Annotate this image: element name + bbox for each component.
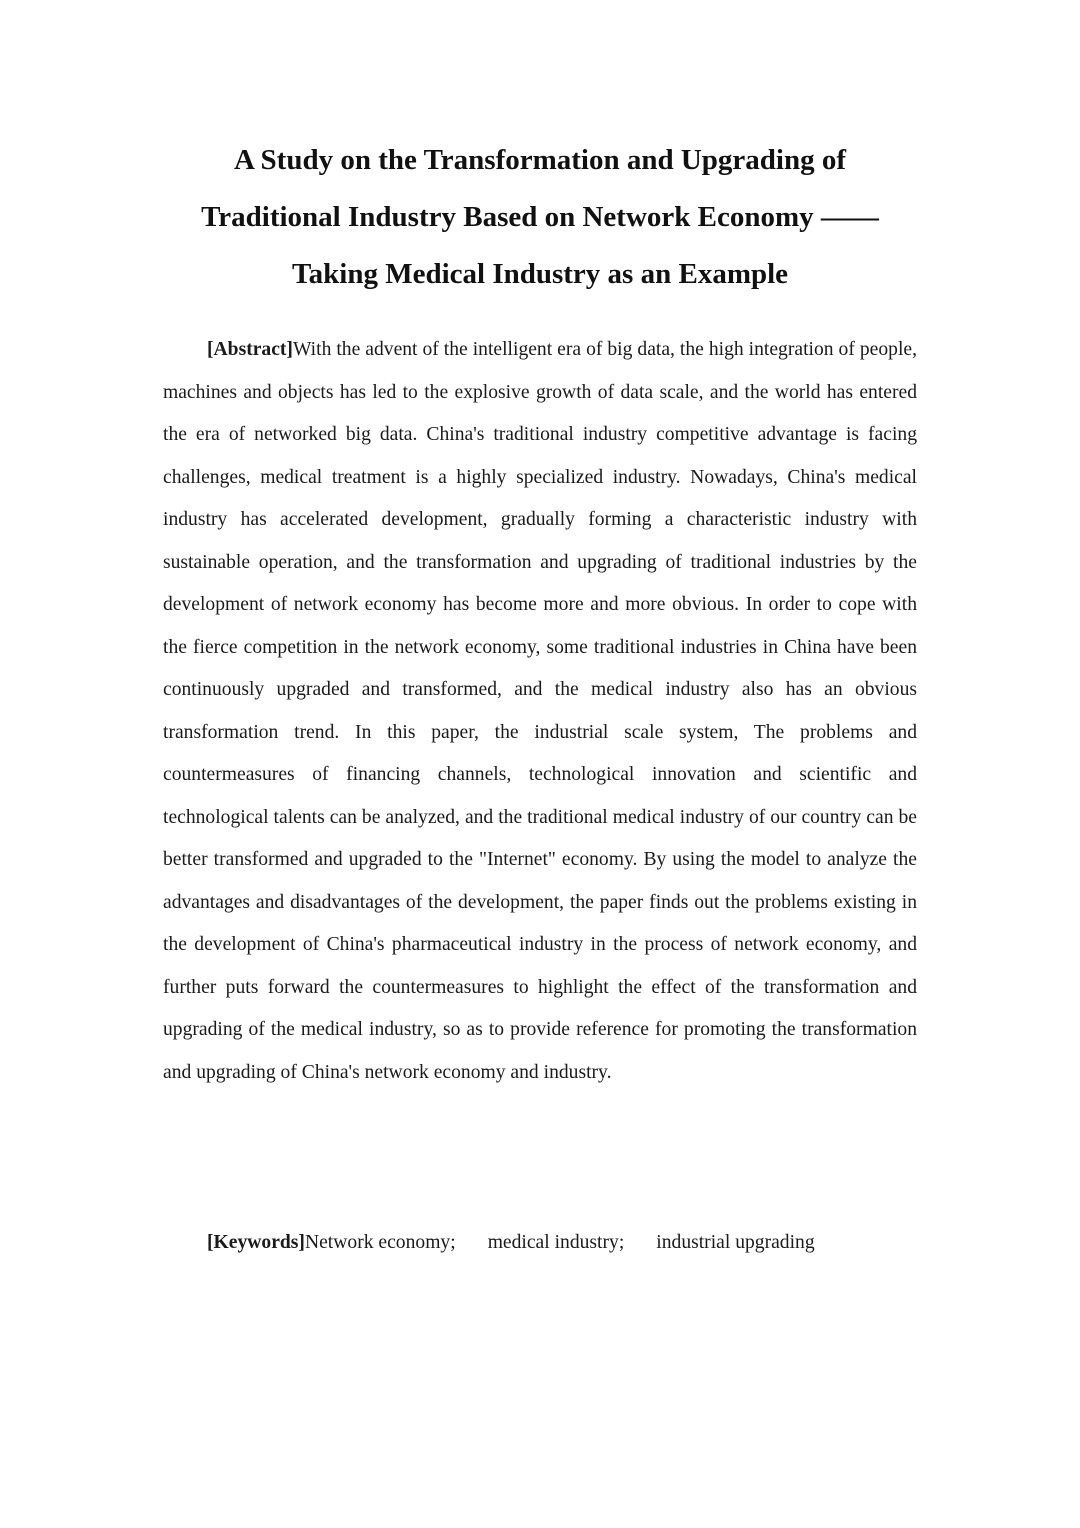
abstract-paragraph [163, 329, 917, 1094]
abstract-text: With the advent of the intelligent era of big data, the high integration of people, machines and objects has led to the explosive growth of data scale, and the world has entered the era of networked big data. China's traditional industry competitive advantage is facing challenges, medical treatment is a highly specialized industry. Nowadays, China's medical industry has accelerated development, gradually forming a characteristic industry with sustainable operation, and the transformation and upgrading of traditional industries by the development of network economy has become more and more obvious. In order to cope with the fierce competition in the network economy, some traditional industries in China have been continuously upgraded and transformed, and the medical industry also has an obvious transformation trend. In this paper, the industrial scale system, The problems and countermeasures of financing channels, technological innovation and scientific and technological talents can be analyzed, and the traditional medical industry of our country can be better transformed and upgraded to the "Internet" economy. By using the model to analyze the advantages and disadvantages of the development, the paper finds out the problems existing in the development of China's pharmaceutical industry in the process of network economy, and further puts forward the countermeasures to highlight the effect of the transformation and upgrading of the medical industry, so as to provide reference for promoting the transformation and upgrading of China's network economy and industry. [163, 339, 917, 1083]
keyword-2: medical industry; [487, 1232, 625, 1253]
keywords-label: [Keywords] [207, 1232, 305, 1253]
keyword-1: Network economy; [304, 1232, 456, 1253]
title-line-3: Taking Medical Industry as an Example [291, 258, 789, 290]
title-line-2: Traditional Industry Based on Network Economy —— [201, 201, 879, 233]
abstract-label: [Abstract] [207, 339, 293, 360]
keywords-line [207, 1222, 815, 1264]
keyword-3: industrial upgrading [656, 1232, 815, 1253]
paper-title [140, 132, 940, 303]
title-line-1: A Study on the Transformation and Upgrading of [233, 144, 847, 176]
